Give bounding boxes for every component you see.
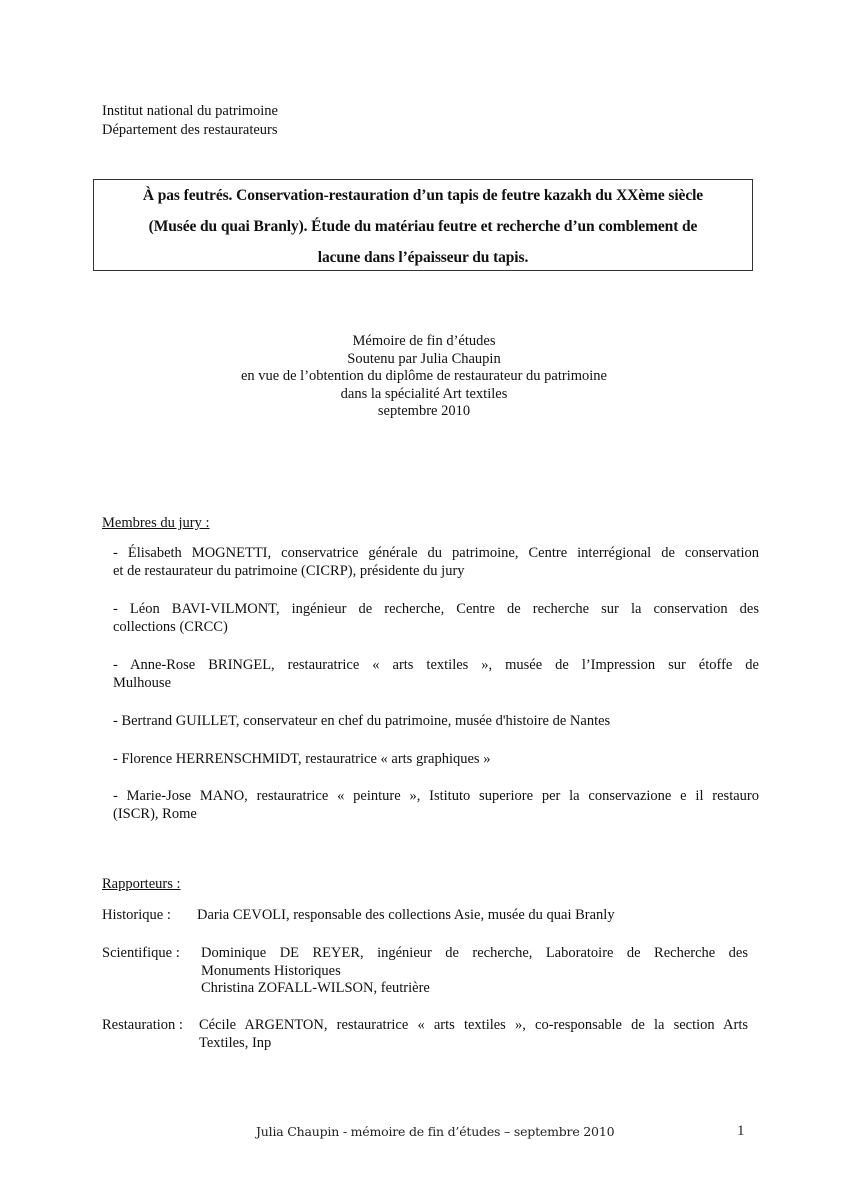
- jury-member-line: - Florence HERRENSCHMIDT, restauratrice « arts graphiques »: [113, 751, 491, 767]
- institution-name: Institut national du patrimoine: [102, 103, 278, 119]
- memoire-date: septembre 2010: [377, 403, 471, 419]
- title-line: (Musée du quai Branly). Étude du matériau feutre et recherche d’un comblement de: [148, 218, 698, 235]
- rapporteur-label: Restauration :: [102, 1017, 183, 1033]
- jury-member-line: - Élisabeth MOGNETTI, conservatrice générale du patrimoine, Centre interrégional de conservation: [113, 545, 759, 561]
- rapporteur-label: Scientifique :: [102, 945, 180, 961]
- rapporteur-line: Dominique DE REYER, ingénieur de recherche, Laboratoire de Recherche des: [201, 945, 748, 961]
- institution-header: [102, 103, 502, 141]
- jury-member: [102, 713, 759, 731]
- rapporteur-line: Textiles, Inp: [199, 1034, 272, 1051]
- jury-member-line: - Anne-Rose BRINGEL, restauratrice « arts textiles », musée de l’Impression sur étoffe de: [113, 657, 759, 673]
- jury-member-line: - Bertrand GUILLET, conservateur en chef du patrimoine, musée d'histoire de Nantes: [113, 713, 611, 729]
- thesis-title-box: [93, 179, 753, 271]
- rapporteur-row-historique: [102, 907, 748, 925]
- rapporteurs-heading: Rapporteurs :: [102, 876, 181, 892]
- jury-heading: Membres du jury :: [102, 515, 210, 531]
- rapporteur-line: Daria CEVOLI, responsable des collections Asie, musée du quai Branly: [197, 907, 615, 923]
- jury-member-line: - Marie-Jose MANO, restauratrice « peinture », Istituto superiore per la conservazione e il restauro: [113, 788, 759, 804]
- jury-member: [102, 751, 759, 769]
- jury-member: [102, 788, 759, 823]
- jury-member-line: Mulhouse: [113, 674, 171, 691]
- rapporteur-label: Historique :: [102, 907, 171, 923]
- jury-member-line: - Léon BAVI-VILMONT, ingénieur de recherche, Centre de recherche sur la conservation des: [113, 601, 759, 617]
- rapporteur-line: Monuments Historiques: [201, 962, 341, 979]
- rapporteur-content: [199, 1017, 748, 1052]
- jury-member-line: collections (CRCC): [113, 618, 228, 635]
- rapporteur-row-restauration: [102, 1017, 748, 1052]
- jury-member: [102, 657, 759, 692]
- department-name: Département des restaurateurs: [102, 122, 278, 138]
- rapporteur-line: Christina ZOFALL-WILSON, feutrière: [201, 980, 430, 996]
- memoire-info: [150, 333, 698, 421]
- page-number: 1: [737, 1123, 745, 1139]
- memoire-author: Soutenu par Julia Chaupin: [347, 350, 501, 367]
- title-line: lacune dans l’épaisseur du tapis.: [317, 249, 529, 266]
- memoire-purpose: en vue de l’obtention du diplôme de restaurateur du patrimoine: [240, 368, 607, 384]
- rapporteur-content: [197, 907, 748, 925]
- rapporteur-line: Cécile ARGENTON, restauratrice « arts textiles », co-responsable de la section Arts: [199, 1017, 748, 1033]
- jury-member-line: et de restaurateur du patrimoine (CICRP), présidente du jury: [113, 562, 465, 579]
- rapporteur-row-scientifique: [102, 945, 748, 998]
- rapporteur-content: [201, 945, 748, 998]
- memoire-specialty: dans la spécialité Art textiles: [340, 385, 508, 402]
- title-line: À pas feutrés. Conservation-restauration d’un tapis de feutre kazakh du XXème siècle: [142, 187, 704, 204]
- page-footer: Julia Chaupin - mémoire de fin d’études – septembre 2010: [256, 1124, 615, 1139]
- jury-member: [102, 601, 759, 636]
- jury-member: [102, 545, 759, 580]
- jury-member-line: (ISCR), Rome: [113, 805, 197, 822]
- memoire-type: Mémoire de fin d’études: [352, 333, 496, 349]
